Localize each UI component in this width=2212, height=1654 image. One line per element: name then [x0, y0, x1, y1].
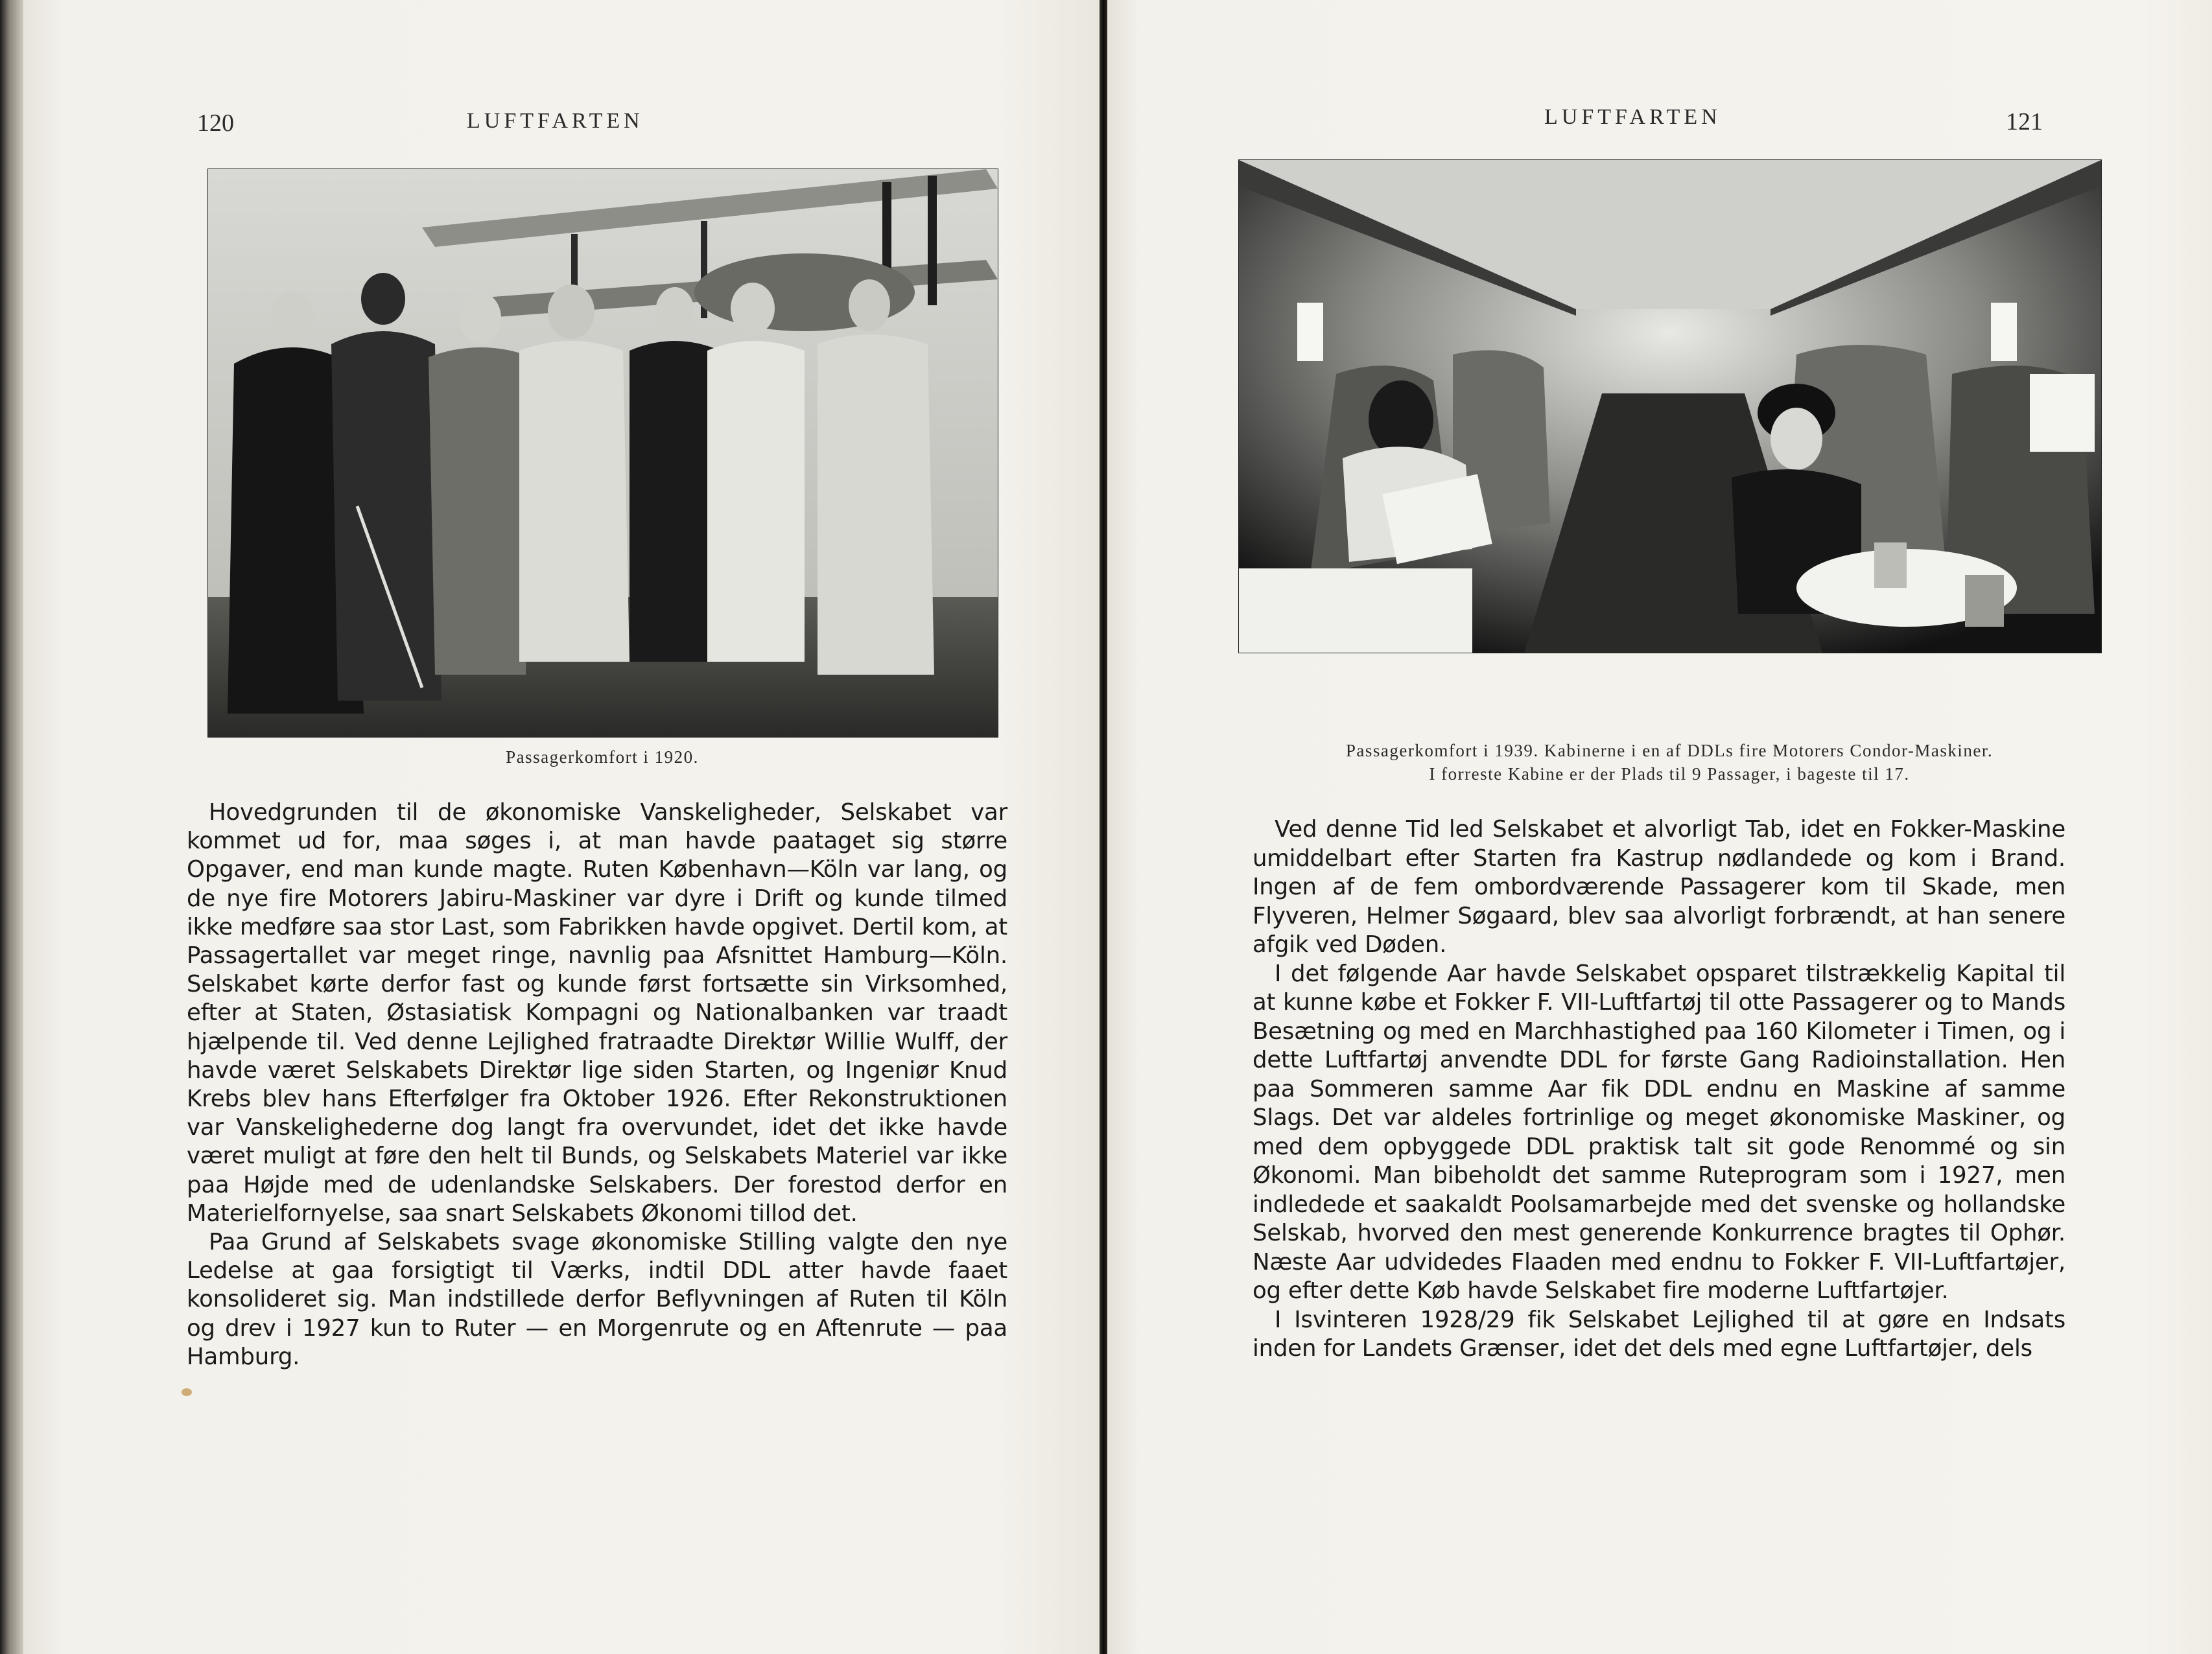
page-stain: [182, 1388, 192, 1396]
page-number-right: 121: [2006, 108, 2043, 135]
paragraph-1: Hovedgrunden til de økonomiske Vanskeligheder, Selskabet var kommet ud for, maa søges i, at man havde paataget sig større Opgaver, end man kunde magte. Ruten København—Köln var lang, og de nye fire Motorers Jabiru-Maskiner var dyre i Drift og kunde tilmed ikke medføre saa stor Last, som Fabrikken havde opgivet. Dertil kom, at Passagertallet var meget ringe, navnlig paa Afsnittet Hamburg—Köln. Selskabet kørte derfor fast og kunde først fortsætte sin Virksomhed, efter at Staten, Østasiatisk Kompagni og Nationalbanken var traadt hjælpende til. Ved denne Lejlighed fratraadte Direktør Willie Wulff, der havde været Selskabets Direktør lige siden Starten, og Ingeniør Knud Krebs blev hans Efterfølger fra Oktober 1926. Efter Rekonstruktionen var Vanskelighederne dog langt fra overvundet, idet det ikke havde været muligt at føre den helt til Bunds, og Selskabets Materiel var ikke paa Højde med de udenlandske Selskabers. Der forestod derfor en Materielfornyelse, saa snart Selskabets Økonomi tillod det.: [187, 799, 1007, 1227]
photo-graphic: [208, 169, 998, 737]
photo-aviators-1920: [207, 169, 998, 738]
right-page: [1107, 0, 2212, 1654]
body-text-right: [1253, 815, 2065, 1364]
photo-graphic: [1239, 160, 2101, 653]
running-head-left: LUFTFARTEN: [467, 109, 644, 133]
paragraph-3: I Isvinteren 1928/29 fik Selskabet Lejlighed til at gøre en Indsats inden for Landets Grænser, idet det dels med egne Luftfartøjer, dels: [1253, 1306, 2065, 1362]
caption-left: Passagerkomfort i 1920.: [506, 747, 699, 767]
running-head-right: LUFTFARTEN: [1544, 105, 1721, 129]
paragraph-2: Paa Grund af Selskabets svage økonomiske Stilling valgte den nye Ledelse at gaa forsigtigt til Værks, indtil DDL atter havde faaet konsolideret sig. Man indstillede derfor Beflyvningen af Ruten til Köln og drev i 1927 kun to Ruter — en Morgenrute og en Aftenrute — paa Hamburg.: [187, 1229, 1007, 1370]
caption-right: [1238, 739, 2100, 786]
paragraph-1: Ved denne Tid led Selskabet et alvorligt Tab, idet en Fokker-Maskine umiddelbart efter Starten fra Kastrup nødlandede og kom i Brand. Ingen af de fem ombordværende Passagerer kom til Skade, men Flyveren, Helmer Søgaard, blev saa alvorligt forbrændt, at han senere afgik ved Døden.: [1253, 816, 2065, 958]
body-text-left: [187, 798, 1007, 1371]
photo-condor-cabin-1939: [1238, 159, 2102, 653]
page-number-left: 120: [197, 110, 234, 137]
book-gutter: [1100, 0, 1107, 1654]
paragraph-2: I det følgende Aar havde Selskabet opsparet tilstrækkelig Kapital til at kunne købe et Fokker F. VII-Luftfartøj til otte Passagerer og to Mands Besætning og med en Marchhastighed paa 160 Kilometer i Timen, og i dette Luftfartøj anvendte DDL for første Gang Radioinstallation. Hen paa Sommeren samme Aar fik DDL endnu en Maskine af samme Slags. Det var aldeles fortrinlige og meget økonomiske Maskiner, og med dem opbyggede DDL praktisk talt sit gode Renommé og sin Økonomi. Man bibeholdt det samme Ruteprogram som i 1927, men indledede et saakaldt Poolsamarbejde med det svenske og hollandske Selskab, hvorved den mest generende Konkurrence bragtes til Ophør. Næste Aar udvidedes Flaaden med endnu to Fokker F. VII-Luftfartøjer, og efter dette Køb havde Selskabet fire moderne Luftfartøjer.: [1253, 960, 2065, 1304]
left-page: [23, 0, 1100, 1654]
caption-right-line-1: Passagerkomfort i 1939. Kabinerne i en af DDLs fire Motorers Condor-Maskiner.: [1345, 741, 1994, 760]
caption-right-line-2: I forreste Kabine er der Plads til 9 Passager, i bageste til 17.: [1429, 764, 1910, 784]
book-edge: [0, 0, 23, 1654]
